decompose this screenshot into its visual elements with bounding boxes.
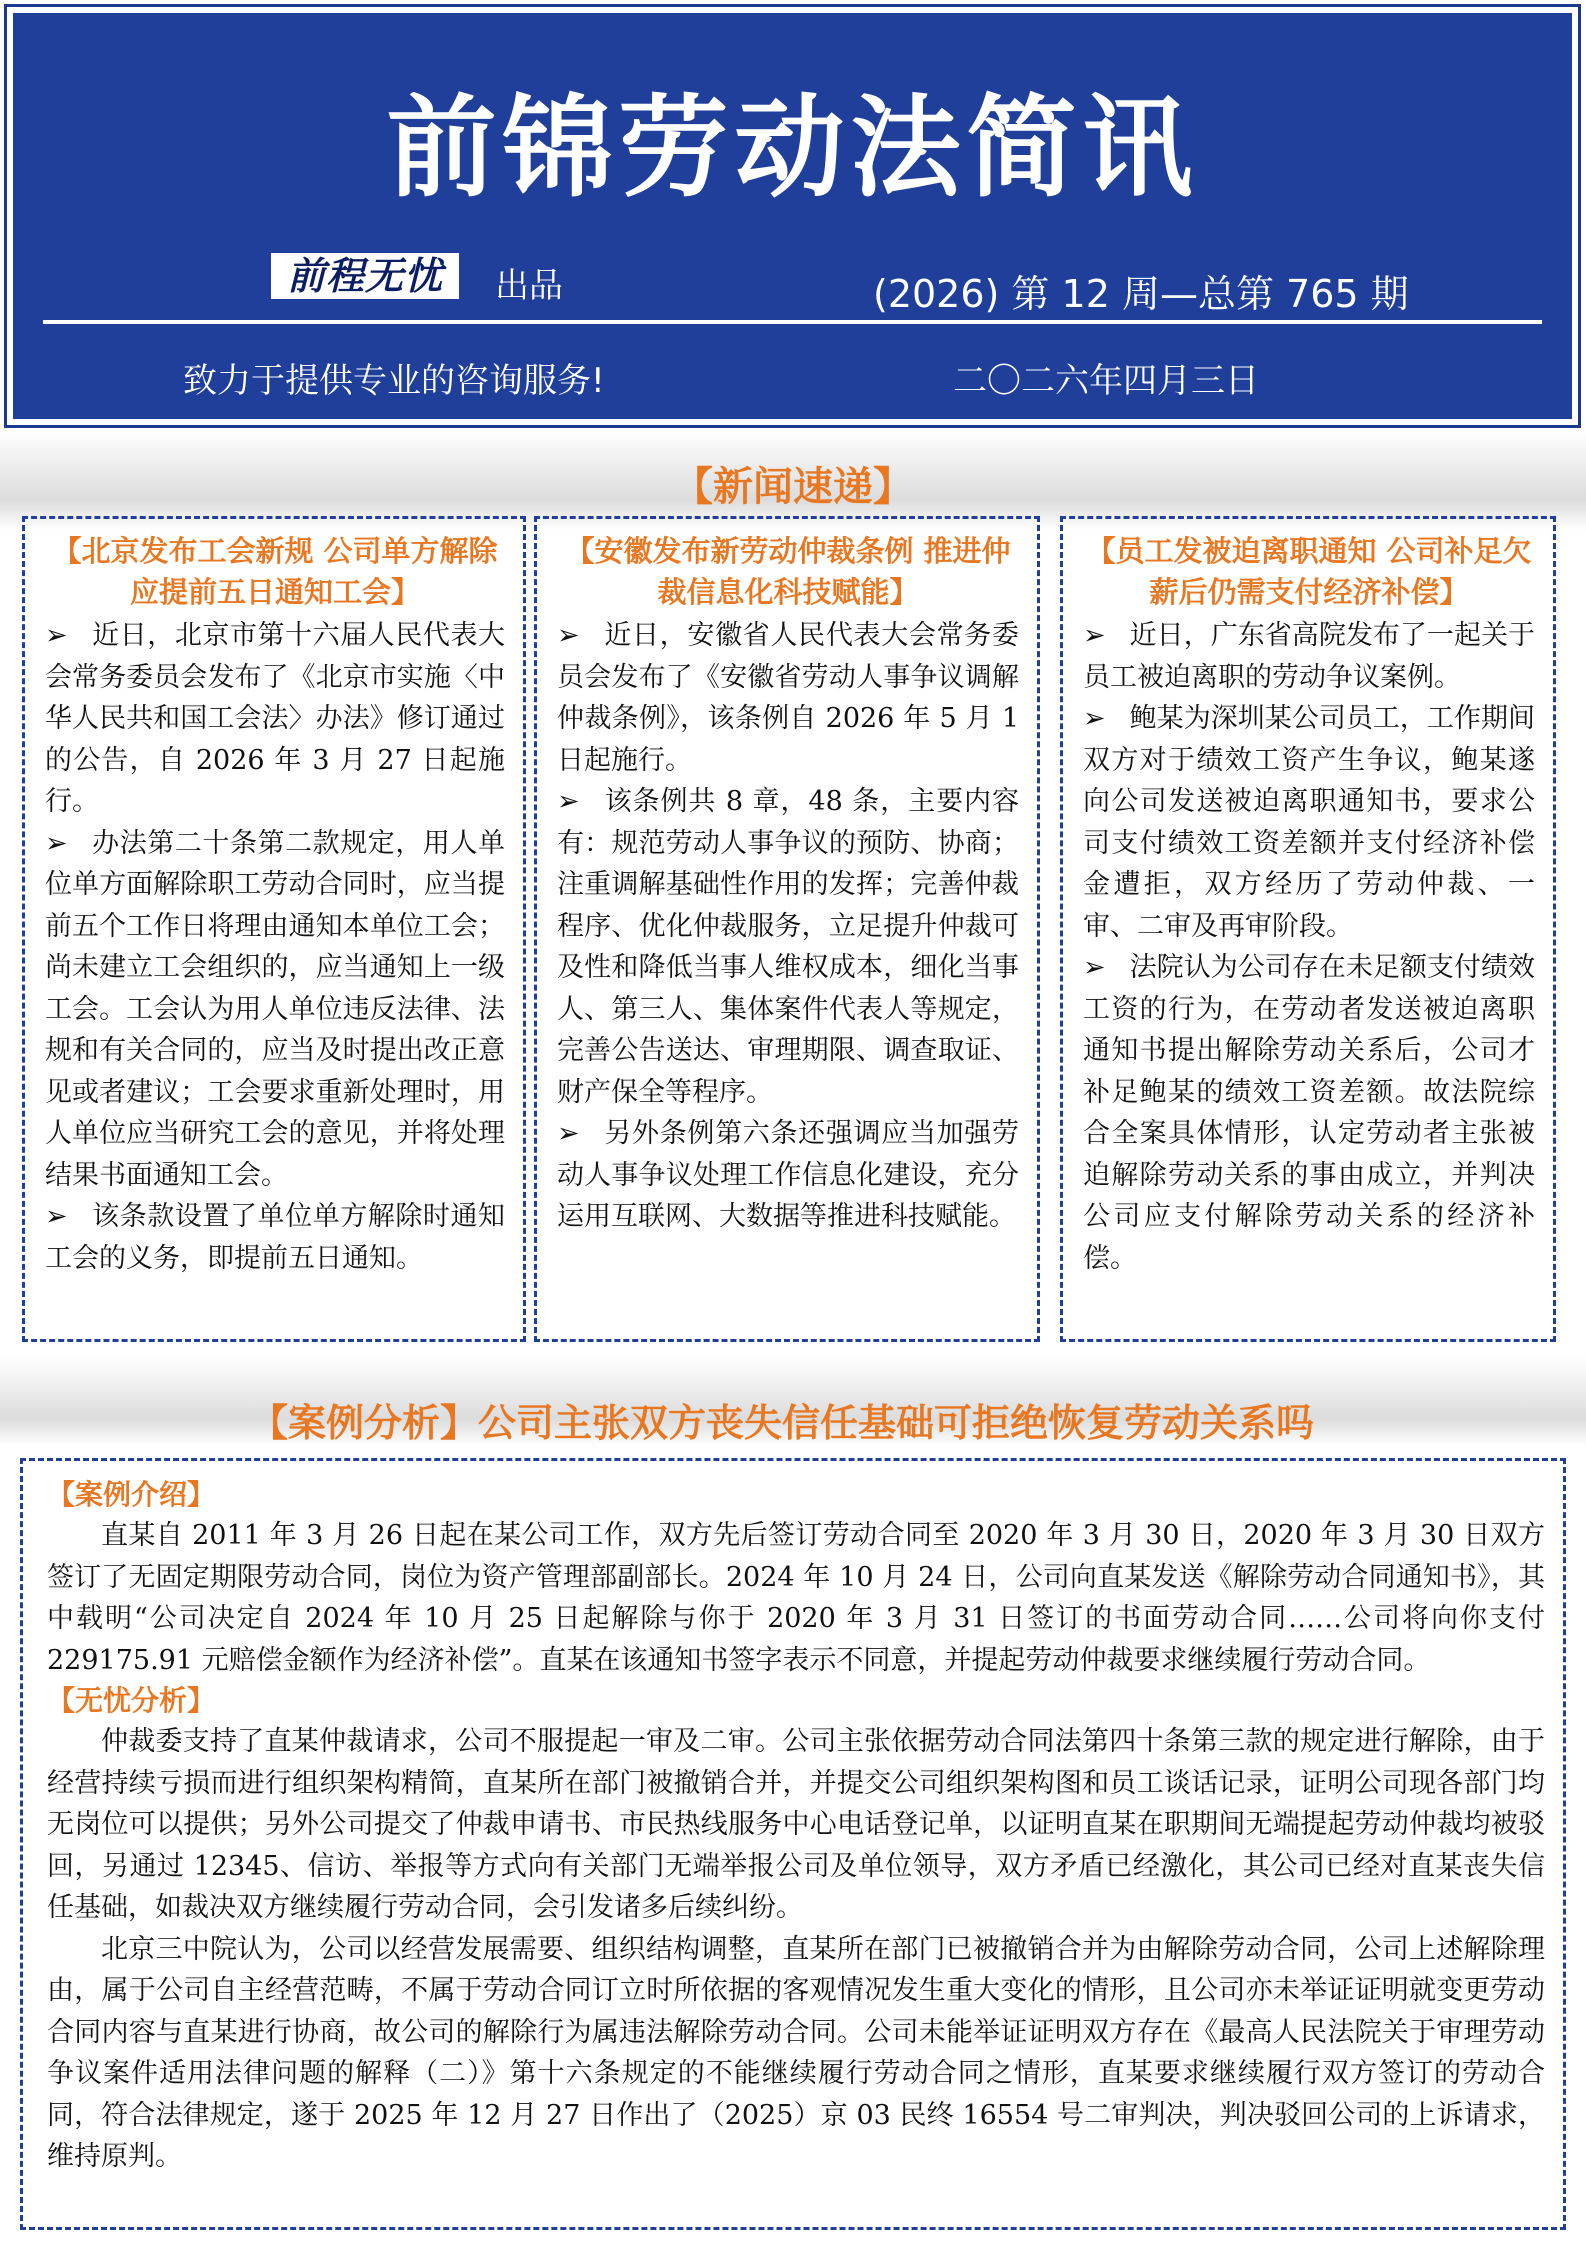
- news-paragraph: ➢ 该条款设置了单位单方解除时通知工会的义务，即提前五日通知。: [45, 1201, 505, 1274]
- masthead-panel: [13, 13, 1572, 419]
- arrow-bullet-icon: ➢: [557, 620, 580, 651]
- news-paragraph: ➢ 另外条例第六条还强调应当加强劳动人事争议处理工作信息化建设，充分运用互联网、大数据等推进科技赋能。: [557, 1118, 1019, 1232]
- news-heading-2: 【安徽发布新劳动仲裁条例 推进仲裁信息化科技赋能】: [565, 534, 1011, 609]
- arrow-bullet-icon: ➢: [1083, 952, 1106, 983]
- news-paragraph: ➢ 该条例共 8 章，48 条，主要内容有：规范劳动人事争议的预防、协商；注重调解基础性作用的发挥；完善仲裁程序、优化仲裁服务，立足提升仲裁可及性和降低当事人维权成本，细化当事人、第三人、集体案件代表人等规定，完善公告送达、审理期限、调查取证、财产保全等程序。: [557, 786, 1019, 1108]
- case-intro-paragraph: 直某自 2011 年 3 月 26 日起在某公司工作，双方先后签订劳动合同至 2020 年 3 月 30 日，2020 年 3 月 30 日双方签订了无固定期限劳动合同，岗位为资产管理部副部长。2024 年 10 月 24 日，公司向直某发送《解除劳动合同通知书》，其中载明“公司决定自 2024 年 10 月 25 日起解除与你于 2020 年 3 月 31 日签订的书面劳动合同……公司将向你支付 229175.91 元赔偿金额作为经济补偿”。直某在该通知书签字表示不同意，并提起劳动仲裁要求继续履行劳动合同。: [47, 1520, 1545, 1676]
- produced-by-label: 出品: [495, 266, 563, 306]
- header-divider: [43, 320, 1542, 324]
- arrow-bullet-icon: ➢: [1083, 703, 1106, 734]
- newsletter-title: 前锦劳动法简讯: [386, 84, 1199, 212]
- arrow-bullet-icon: ➢: [45, 620, 68, 651]
- news-paragraph: ➢ 法院认为公司存在未足额支付绩效工资的行为，在劳动者发送被迫离职通知书提出解除劳动关系后，公司才补足鲍某的绩效工资差额。故法院综合全案具体情形，认定劳动者主张被迫解除劳动关系的事由成立，并判决公司应支付解除劳动关系的经济补偿。: [1083, 952, 1535, 1274]
- news-section-title: 【新闻速递】: [673, 464, 913, 510]
- news-column-3: [1060, 516, 1556, 1342]
- arrow-bullet-icon: ➢: [557, 1118, 580, 1149]
- arrow-bullet-icon: ➢: [557, 786, 580, 817]
- news-paragraph: ➢ 近日，广东省高院发布了一起关于员工被迫离职的劳动争议案例。: [1083, 620, 1535, 693]
- analysis-paragraph-2: 北京三中院认为，公司以经营发展需要、组织结构调整，直某所在部门已被撤销合并为由解除劳动合同，公司上述解除理由，属于公司自主经营范畴，不属于劳动合同订立时所依据的客观情况发生重大变化的情形，且公司亦未举证证明就变更劳动合同内容与直某进行协商，故公司的解除行为属违法解除劳动合同。公司未能举证证明双方存在《最高人民法院关于审理劳动争议案件适用法律问题的解释（二）》第十六条规定的不能继续履行劳动合同之情形，直某要求继续履行双方签订的劳动合同，符合法律规定，遂于 2025 年 12 月 27 日作出了（2025）京 03 民终 16554 号二审判决，判决驳回公司的上诉请求，维持原判。: [47, 1933, 1545, 2172]
- news-heading-1: 【北京发布工会新规 公司单方解除应提前五日通知工会】: [52, 534, 498, 609]
- news-paragraph: ➢ 近日，安徽省人民代表大会常务委员会发布了《安徽省劳动人事争议调解仲裁条例》，该条例自 2026 年 5 月 1 日起施行。: [557, 620, 1019, 776]
- masthead: [4, 4, 1581, 428]
- analysis-paragraph-1: 仲裁委支持了直某仲裁请求，公司不服提起一审及二审。公司主张依据劳动合同法第四十条第三款的规定进行解除，由于经营持续亏损而进行组织架构精简，直某所在部门被撤销合并，并提交公司组织架构图和员工谈话记录，证明公司现各部门均无岗位可以提供；另外公司提交了仲裁申请书、市民热线服务中心电话登记单，以证明直某在职期间无端提起劳动仲裁均被驳回，另通过 12345、信访、举报等方式向有关部门无端举报公司及单位领导，双方矛盾已经激化，其公司已经对直某丧失信任基础，如裁决双方继续履行劳动合同，会引发诸多后续纠纷。: [47, 1726, 1545, 1923]
- issue-date: 二〇二六年四月三日: [953, 361, 1259, 401]
- news-column-1: [22, 516, 526, 1342]
- news-heading-3: 【员工发被迫离职通知 公司补足欠薪后仍需支付经济补偿】: [1086, 534, 1532, 609]
- publisher-logo: 前程无忧: [271, 253, 459, 299]
- case-section-title: 【案例分析】公司主张双方丧失信任基础可拒绝恢复劳动关系吗: [250, 1401, 1315, 1445]
- issue-number: (2026) 第 12 周—总第 765 期: [873, 272, 1409, 316]
- case-analysis-box: [20, 1458, 1566, 2230]
- analysis-heading: 【无忧分析】: [47, 1684, 216, 1717]
- arrow-bullet-icon: ➢: [45, 1201, 68, 1232]
- news-paragraph: ➢ 近日，北京市第十六届人民代表大会常务委员会发布了《北京市实施〈中华人民共和国工会法〉办法》修订通过的公告，自 2026 年 3 月 27 日起施行。: [45, 620, 505, 817]
- news-paragraph: ➢ 鲍某为深圳某公司员工，工作期间双方对于绩效工资产生争议，鲍某遂向公司发送被迫离职通知书，要求公司支付绩效工资差额并支付经济补偿金遭拒，双方经历了劳动仲裁、一审、二审及再审阶段。: [1083, 703, 1535, 942]
- case-intro-heading: 【案例介绍】: [47, 1478, 216, 1511]
- arrow-bullet-icon: ➢: [45, 827, 68, 859]
- arrow-bullet-icon: ➢: [1083, 620, 1106, 651]
- news-paragraph: ➢ 办法第二十条第二款规定，用人单位单方面解除职工劳动合同时，应当提前五个工作日将理由通知本单位工会；尚未建立工会组织的，应当通知上一级工会。工会认为用人单位违反法律、法规和有关合同的，应当及时提出改正意见或者建议；工会要求重新处理时，用人单位应当研究工会的意见，并将处理结果书面通知工会。: [45, 827, 505, 1191]
- news-column-2: [534, 516, 1040, 1342]
- slogan: 致力于提供专业的咨询服务!: [183, 361, 605, 401]
